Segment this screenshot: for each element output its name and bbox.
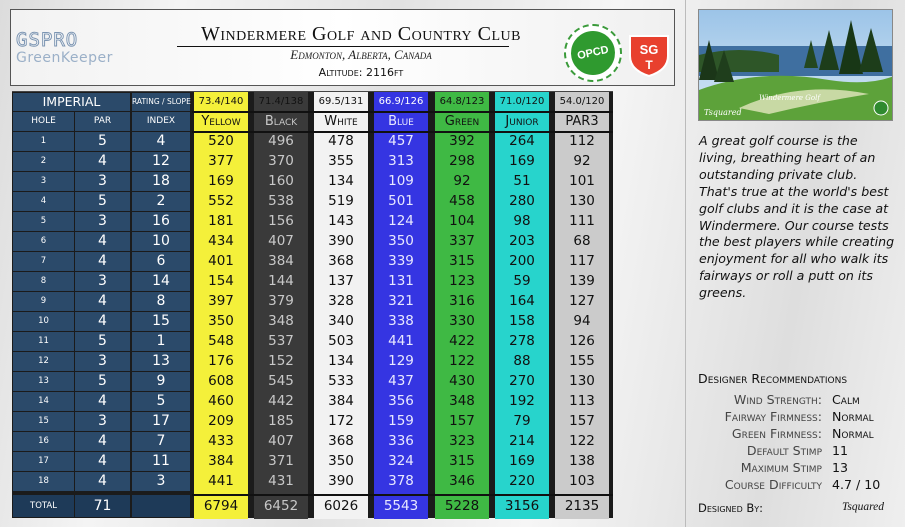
yardage-cell: 371 xyxy=(268,453,294,469)
logo-subtitle: GreenKeeper xyxy=(16,50,113,66)
yardage-cell: 51 xyxy=(513,173,531,189)
recommendation-value: 4.7 / 10 xyxy=(832,477,881,492)
yardage-cell: 537 xyxy=(268,333,294,349)
yardage-cell: 608 xyxy=(208,373,234,389)
total-rule xyxy=(192,494,613,496)
yardage-cell: 370 xyxy=(268,153,294,169)
hole-cell: 9 xyxy=(13,292,74,311)
tee-rating: 71.0/120 xyxy=(499,96,545,107)
yardage-cell: 130 xyxy=(569,373,595,389)
yardage-cell: 430 xyxy=(449,373,475,389)
scorecard-table xyxy=(12,91,613,518)
hole-header: HOLE xyxy=(13,112,74,131)
tee-rating: 71.4/138 xyxy=(258,96,304,107)
yardage-cell: 200 xyxy=(509,253,535,269)
yardage-cell: 350 xyxy=(328,453,354,469)
altitude-line xyxy=(151,66,571,79)
yardage-cell: 159 xyxy=(388,413,414,429)
club-location: Edmonton, Alberta, Canada xyxy=(290,47,432,62)
hole-cell: 4 xyxy=(13,192,74,211)
tee-name: Blue xyxy=(388,114,414,129)
tee-column-par3 xyxy=(555,92,609,519)
yardage-cell: 203 xyxy=(509,233,535,249)
index-cell: 9 xyxy=(132,372,190,391)
yardage-cell: 160 xyxy=(268,173,294,189)
hole-total: TOTAL xyxy=(13,495,74,517)
yardage-cell: 172 xyxy=(328,413,354,429)
yardage-cell: 134 xyxy=(328,173,354,189)
designed-by xyxy=(698,501,888,515)
hole-cell: 16 xyxy=(13,432,74,451)
yardage-cell: 330 xyxy=(449,313,475,329)
yardage-cell: 316 xyxy=(449,293,475,309)
yardage-cell: 348 xyxy=(268,313,294,329)
par-cell: 5 xyxy=(75,192,130,211)
club-title: Windermere Golf and Country Club xyxy=(201,23,521,45)
tee-name: Yellow xyxy=(201,114,241,129)
svg-text:Tsquared: Tsquared xyxy=(704,108,742,117)
yardage-cell: 368 xyxy=(328,433,354,449)
yardage-cell: 407 xyxy=(268,233,294,249)
altitude-unit: ft xyxy=(393,66,404,79)
tee-name: Green xyxy=(444,114,480,129)
hole-cell: 6 xyxy=(13,232,74,251)
index-cell: 4 xyxy=(132,132,190,151)
recommendation-value: Normal xyxy=(832,426,874,441)
recommendation-row xyxy=(698,460,898,477)
index-cell: 6 xyxy=(132,252,190,271)
par-cell: 5 xyxy=(75,132,130,151)
yardage-cell: 478 xyxy=(328,133,354,149)
yardage-cell: 350 xyxy=(388,233,414,249)
par-cell: 4 xyxy=(75,472,130,491)
index-cell: 16 xyxy=(132,212,190,231)
index-cell: 7 xyxy=(132,432,190,451)
recommendation-label: Fairway Firmness: xyxy=(724,409,822,424)
tee-name: Black xyxy=(264,114,298,129)
par-cell: 4 xyxy=(75,392,130,411)
yardage-cell: 338 xyxy=(388,313,414,329)
yardage-cell: 79 xyxy=(513,413,531,429)
yardage-cell: 397 xyxy=(208,293,234,309)
header-rule xyxy=(192,131,613,133)
yardage-cell: 437 xyxy=(388,373,414,389)
yardage-cell: 192 xyxy=(509,393,535,409)
yardage-cell: 384 xyxy=(208,453,234,469)
yardage-cell: 264 xyxy=(509,133,535,149)
yardage-cell: 164 xyxy=(509,293,535,309)
index-cell: 11 xyxy=(132,452,190,471)
par-cell: 4 xyxy=(75,252,130,271)
index-header: INDEX xyxy=(132,112,190,131)
opcd-badge-label: OPCD xyxy=(567,27,619,79)
tee-total: 6794 xyxy=(203,498,239,514)
par-cell: 4 xyxy=(75,432,130,451)
sgt-badge-label: SG xyxy=(639,42,659,57)
yardage-cell: 126 xyxy=(569,333,595,349)
par-cell: 3 xyxy=(75,212,130,231)
yardage-cell: 442 xyxy=(268,393,294,409)
yardage-cell: 377 xyxy=(208,153,234,169)
yardage-cell: 169 xyxy=(509,153,535,169)
hole-cell: 10 xyxy=(13,312,74,331)
yardage-cell: 390 xyxy=(328,233,354,249)
index-cell: 12 xyxy=(132,152,190,171)
yardage-cell: 503 xyxy=(328,333,354,349)
yardage-cell: 156 xyxy=(268,213,294,229)
index-cell: 15 xyxy=(132,312,190,331)
par-cell: 3 xyxy=(75,172,130,191)
yardage-cell: 152 xyxy=(268,353,294,369)
yardage-cell: 315 xyxy=(449,453,475,469)
yardage-cell: 134 xyxy=(328,353,354,369)
tee-name: PAR3 xyxy=(565,114,599,129)
course-description: A great golf course is the living, breathing heart of an outstanding private club. That's true at the world's best golf clubs and it is the case at Windermere. Our course tests the best players while creating enjoyment for all who walk its fairways or roll a putt on its greens. xyxy=(699,133,895,301)
tee-rating: 69.5/131 xyxy=(318,96,364,107)
hole-cell: 18 xyxy=(13,472,74,491)
yardage-cell: 340 xyxy=(328,313,354,329)
designed-by-label: Designed By: xyxy=(698,501,764,515)
hole-cell: 2 xyxy=(13,152,74,171)
yardage-cell: 313 xyxy=(388,153,414,169)
course-landscape-icon xyxy=(699,10,893,121)
index-cell: 3 xyxy=(132,472,190,491)
recommendations-title: Designer Recommendations xyxy=(698,371,848,386)
yardage-cell: 109 xyxy=(388,173,414,189)
yardage-cell: 328 xyxy=(328,293,354,309)
yardage-cell: 324 xyxy=(388,453,414,469)
hole-cell: 17 xyxy=(13,452,74,471)
tee-column-junior xyxy=(495,92,549,519)
yardage-cell: 117 xyxy=(569,253,595,269)
yardage-cell: 131 xyxy=(388,273,414,289)
hole-cell: 7 xyxy=(13,252,74,271)
hole-cell: 15 xyxy=(13,412,74,431)
hole-cell: 11 xyxy=(13,332,74,351)
index-column xyxy=(132,92,190,519)
yardage-cell: 368 xyxy=(328,253,354,269)
tee-rating: 64.8/123 xyxy=(439,96,485,107)
tee-rating: 66.9/126 xyxy=(378,96,424,107)
yardage-cell: 545 xyxy=(268,373,294,389)
designer-name: Tsquared xyxy=(842,501,884,513)
tee-name: Junior xyxy=(505,114,539,129)
index-cell: 8 xyxy=(132,292,190,311)
unit-label: IMPERIAL xyxy=(13,93,130,111)
yardage-cell: 496 xyxy=(268,133,294,149)
hole-cell: 12 xyxy=(13,352,74,371)
yardage-cell: 431 xyxy=(268,473,294,489)
svg-text:T: T xyxy=(645,58,653,72)
index-cell: 13 xyxy=(132,352,190,371)
index-cell: 1 xyxy=(132,332,190,351)
par-total: 71 xyxy=(75,495,130,517)
course-preview-image xyxy=(698,9,893,121)
tee-total: 6026 xyxy=(323,498,359,514)
tee-total: 6452 xyxy=(263,498,299,514)
tee-total: 3156 xyxy=(504,498,540,514)
yardage-cell: 129 xyxy=(388,353,414,369)
recommendation-label: Green Firmness: xyxy=(731,426,822,441)
yardage-cell: 98 xyxy=(513,213,531,229)
yardage-cell: 346 xyxy=(449,473,475,489)
yardage-cell: 441 xyxy=(388,333,414,349)
yardage-cell: 101 xyxy=(569,173,595,189)
yardage-cell: 321 xyxy=(388,293,414,309)
yardage-cell: 155 xyxy=(569,353,595,369)
yardage-cell: 392 xyxy=(449,133,475,149)
svg-text:Windermere Golf: Windermere Golf xyxy=(759,94,820,102)
index-cell: 5 xyxy=(132,392,190,411)
yardage-cell: 378 xyxy=(388,473,414,489)
designer-recommendations xyxy=(698,371,898,492)
yardage-cell: 94 xyxy=(573,313,591,329)
yardage-cell: 348 xyxy=(449,393,475,409)
yardage-cell: 422 xyxy=(449,333,475,349)
yardage-cell: 355 xyxy=(328,153,354,169)
yardage-cell: 339 xyxy=(388,253,414,269)
yardage-cell: 384 xyxy=(268,253,294,269)
altitude-label: Altitude: xyxy=(318,66,363,79)
yardage-cell: 401 xyxy=(208,253,234,269)
yardage-cell: 384 xyxy=(328,393,354,409)
course-header xyxy=(10,9,675,86)
recommendation-value: Normal xyxy=(832,409,874,424)
yardage-cell: 533 xyxy=(328,373,354,389)
yardage-cell: 220 xyxy=(509,473,535,489)
yardage-cell: 315 xyxy=(449,253,475,269)
yardage-cell: 458 xyxy=(449,193,475,209)
par-cell: 3 xyxy=(75,412,130,431)
recommendation-label: Default Stimp xyxy=(746,443,822,458)
yardage-cell: 59 xyxy=(513,273,531,289)
logo-title: GSPRO xyxy=(16,29,79,51)
panel-divider xyxy=(685,0,686,527)
yardage-cell: 185 xyxy=(268,413,294,429)
recommendation-row xyxy=(698,477,898,494)
yardage-cell: 127 xyxy=(569,293,595,309)
yardage-cell: 390 xyxy=(328,473,354,489)
gspro-logo xyxy=(16,30,134,66)
hole-cell: 5 xyxy=(13,212,74,231)
par-cell: 3 xyxy=(75,352,130,371)
yardage-cell: 520 xyxy=(208,133,234,149)
hole-cell: 1 xyxy=(13,132,74,151)
yardage-cell: 157 xyxy=(569,413,595,429)
yardage-cell: 122 xyxy=(449,353,475,369)
yardage-cell: 336 xyxy=(388,433,414,449)
sgt-shield-icon xyxy=(626,32,672,78)
yardage-cell: 154 xyxy=(208,273,234,289)
recommendation-label: Maximum Stimp xyxy=(740,460,822,475)
yardage-cell: 337 xyxy=(449,233,475,249)
tee-column-green xyxy=(435,92,489,519)
altitude-value: 2116 xyxy=(365,66,394,79)
tee-total: 2135 xyxy=(564,498,600,514)
rating-slope-label: RATING / SLOPE xyxy=(132,93,190,111)
par-column xyxy=(75,92,130,519)
yardage-cell: 138 xyxy=(569,453,595,469)
recommendation-value: 13 xyxy=(832,460,849,475)
hole-cell: 8 xyxy=(13,272,74,291)
recommendation-value: 11 xyxy=(832,443,849,458)
yardage-cell: 158 xyxy=(509,313,535,329)
yardage-cell: 181 xyxy=(208,213,234,229)
yardage-cell: 113 xyxy=(569,393,595,409)
yardage-cell: 176 xyxy=(208,353,234,369)
par-cell: 5 xyxy=(75,372,130,391)
opcd-badge xyxy=(564,24,622,82)
tee-column-yellow xyxy=(194,92,248,519)
recommendation-row xyxy=(698,392,898,409)
yardage-cell: 92 xyxy=(573,153,591,169)
yardage-cell: 130 xyxy=(569,193,595,209)
yardage-cell: 122 xyxy=(569,433,595,449)
yardage-cell: 139 xyxy=(569,273,595,289)
yardage-cell: 214 xyxy=(509,433,535,449)
recommendation-row xyxy=(698,409,898,426)
yardage-cell: 457 xyxy=(388,133,414,149)
par-cell: 4 xyxy=(75,232,130,251)
hole-cell: 3 xyxy=(13,172,74,191)
index-cell: 18 xyxy=(132,172,190,191)
par-cell: 5 xyxy=(75,332,130,351)
index-total xyxy=(132,495,190,517)
yardage-cell: 501 xyxy=(388,193,414,209)
yardage-cell: 538 xyxy=(268,193,294,209)
yardage-cell: 123 xyxy=(449,273,475,289)
tee-rating: 54.0/120 xyxy=(559,96,605,107)
yardage-cell: 350 xyxy=(208,313,234,329)
tee-name: White xyxy=(324,114,358,129)
par-cell: 4 xyxy=(75,152,130,171)
sgt-badge xyxy=(626,32,672,78)
yardage-cell: 157 xyxy=(449,413,475,429)
recommendation-row xyxy=(698,426,898,443)
index-cell: 14 xyxy=(132,272,190,291)
yardage-cell: 124 xyxy=(388,213,414,229)
yardage-cell: 460 xyxy=(208,393,234,409)
yardage-cell: 280 xyxy=(509,193,535,209)
yardage-cell: 433 xyxy=(208,433,234,449)
yardage-cell: 169 xyxy=(509,453,535,469)
hole-cell: 13 xyxy=(13,372,74,391)
yardage-cell: 104 xyxy=(449,213,475,229)
yardage-cell: 169 xyxy=(208,173,234,189)
yardage-cell: 298 xyxy=(449,153,475,169)
yardage-cell: 103 xyxy=(569,473,595,489)
yardage-cell: 209 xyxy=(208,413,234,429)
yardage-cell: 548 xyxy=(208,333,234,349)
par-header: PAR xyxy=(75,112,130,131)
yardage-cell: 552 xyxy=(208,193,234,209)
par-cell: 4 xyxy=(75,292,130,311)
hole-cell: 14 xyxy=(13,392,74,411)
yardage-cell: 379 xyxy=(268,293,294,309)
tee-column-white xyxy=(314,92,368,519)
header-rule xyxy=(192,111,613,113)
yardage-cell: 356 xyxy=(388,393,414,409)
yardage-cell: 111 xyxy=(569,213,595,229)
yardage-cell: 92 xyxy=(453,173,471,189)
tee-total: 5543 xyxy=(383,498,419,514)
recommendation-label: Wind Strength: xyxy=(733,392,822,407)
yardage-cell: 144 xyxy=(268,273,294,289)
recommendation-label: Course Difficulty xyxy=(724,477,822,492)
index-cell: 10 xyxy=(132,232,190,251)
yardage-cell: 143 xyxy=(328,213,354,229)
tee-column-black xyxy=(254,92,308,519)
par-cell: 4 xyxy=(75,312,130,331)
yardage-cell: 407 xyxy=(268,433,294,449)
yardage-cell: 519 xyxy=(328,193,354,209)
recommendation-value: Calm xyxy=(832,392,860,407)
yardage-cell: 88 xyxy=(513,353,531,369)
recommendation-row xyxy=(698,443,898,460)
yardage-cell: 434 xyxy=(208,233,234,249)
hole-column xyxy=(13,92,74,519)
yardage-cell: 441 xyxy=(208,473,234,489)
index-cell: 17 xyxy=(132,412,190,431)
yardage-cell: 270 xyxy=(509,373,535,389)
tee-column-blue xyxy=(374,92,428,519)
yardage-cell: 137 xyxy=(328,273,354,289)
par-cell: 3 xyxy=(75,272,130,291)
yardage-cell: 323 xyxy=(449,433,475,449)
yardage-cell: 112 xyxy=(569,133,595,149)
par-cell: 4 xyxy=(75,452,130,471)
tee-rating: 73.4/140 xyxy=(198,96,244,107)
tee-total: 5228 xyxy=(444,498,480,514)
yardage-cell: 68 xyxy=(573,233,591,249)
index-cell: 2 xyxy=(132,192,190,211)
yardage-cell: 278 xyxy=(509,333,535,349)
